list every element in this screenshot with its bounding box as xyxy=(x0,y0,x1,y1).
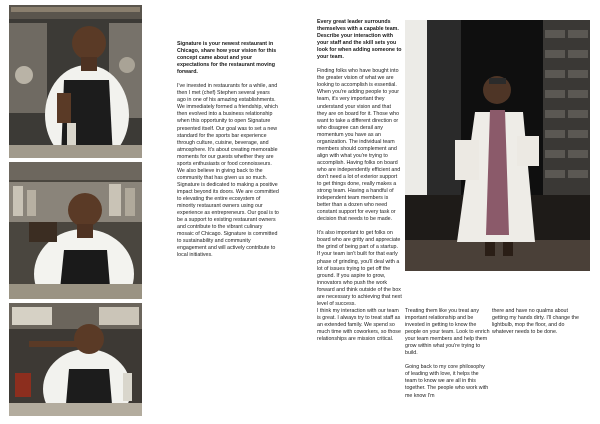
interview-answer-2-paragraph-3: I think my interaction with our team is great. I always try to treat staff as an extended family. We spend so much time with coworkers, so those relationships are mission critical. xyxy=(317,307,401,343)
text-column-1 xyxy=(177,41,280,259)
interview-answer-4-paragraph-1: there and have no qualms about getting my hands dirty. I'll change the lightbulb, mop the floor, and do whatever needs to be done. xyxy=(492,308,579,336)
interview-answer-3-paragraph-1: Treating them like you treat any important relationship and be invested in getting to know the people on your team. Look to enrich your team members and help them grow within what you're trying to build. xyxy=(405,308,490,357)
bartender-photo-2 xyxy=(9,162,142,299)
bartender-photo-1 xyxy=(9,5,142,158)
text-column-2 xyxy=(317,19,402,343)
interview-answer-1: I've invested in restaurants for a while, and then I met (chef) Stephen several years ago in one of his amazing establishments. We immediately formed a friendship, which then evolved into a business relationship when this opportunity to open Signature presented itself. Our goal was to set a new standard for the sports bar experience through culture, cuisine, beverage, and atmosphere. It's about creating memorable moments for our guests whether they are sports enthusiasts or food connoisseurs. We also believe in giving back to the community that has given us so much. Signature is dedicated to making a positive impact beyond its doors. We are committed to elevating the entire ecosystem of minority restaurant owners using our experience as entrepreneurs. Our goal is to be a support to existing restaurant owners and contribute to the vibrant culinary mosaic of Chicago. Signature is committed to sustainability and community engagement and will actively contribute to local initiatives. xyxy=(177,83,279,259)
interview-question-1: Signature is your newest restaurant in Chicago, share how your vision for this concept came about and your expectations for the restaurant moving forward. xyxy=(177,41,277,76)
text-column-4 xyxy=(492,308,584,336)
interview-answer-2-paragraph-1: Finding folks who have bought into the greater vision of what we are looking to accomplish is essential. When you're adding people to your team, it's very important they understand your vision and that they are on board for it. Those who want to take a different direction or who disagree can derail any momentum you have as an organization. The individual team members should complement and align with what you're trying to accomplish. Having folks on board who are independently efficient and don't need a lot of exterior support to get things done, really makes a strong team. Having a handful of independent team members is better than a dozen who need constant support for every task or decision that needs to be made. xyxy=(317,68,401,223)
portrait-photo xyxy=(405,20,590,271)
text-column-3 xyxy=(405,308,490,400)
bartender-photo-3 xyxy=(9,303,142,416)
interview-answer-3-paragraph-2: Going back to my core philosophy of leading with love, it helps the team to know we are all in this together. The people who work with me know I'm xyxy=(405,364,489,399)
interview-question-2: Every great leader surrounds themselves with a capable team. Describe your interaction with your staff and the skill sets you look for when adding someone to your team. xyxy=(317,19,402,61)
interview-answer-2-paragraph-2: It's also important to get folks on board who are gritty and appreciate the grind of being part of a startup. If your team isn't built for that early phase of grinding, you'll deal with a lot of issues trying to get off the ground. If you aspire to grow, innovators who push the work forward and think outside of the box are necessary to achieving that next level of success. xyxy=(317,230,402,307)
